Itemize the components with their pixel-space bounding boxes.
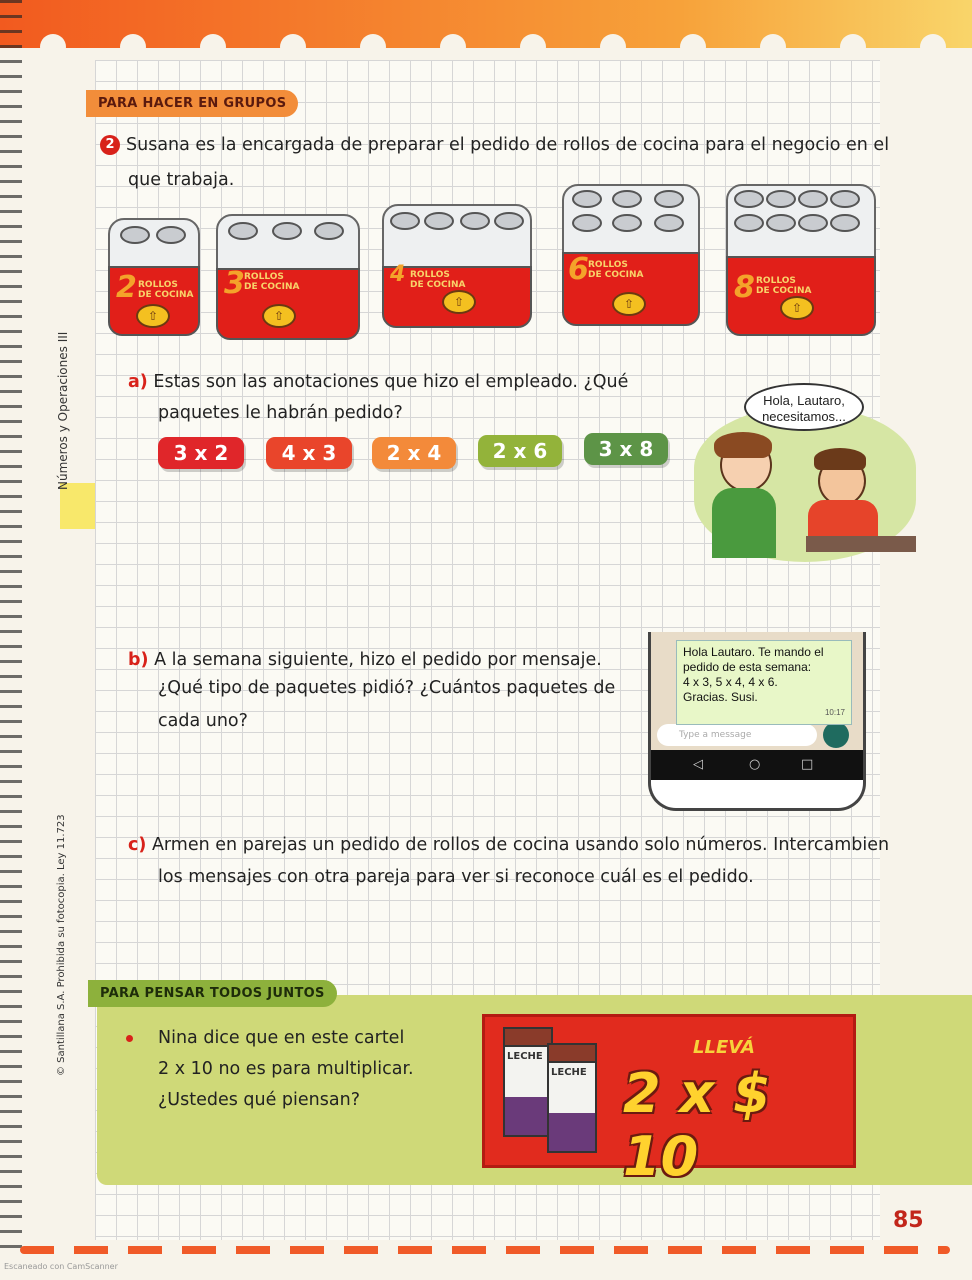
milk-promo-sign — [482, 1014, 856, 1188]
part-a-line-1: a) Estas son las anotaciones que hizo el empleado. ¿Qué — [128, 372, 629, 392]
package-8-rolls: 8 ROLLOS DE COCINA ⇧ — [726, 184, 872, 336]
android-nav-bar — [651, 750, 863, 780]
chip-4x3: 4 x 3 — [266, 437, 352, 469]
message-time: 10:17 — [824, 708, 845, 717]
chip-2x6: 2 x 6 — [478, 435, 562, 467]
think-line-1: Nina dice que en este cartel — [158, 1028, 405, 1048]
bullet — [126, 1035, 133, 1042]
exercise-intro — [100, 130, 889, 161]
speech-bubble: Hola, Lautaro, necesitamos... — [744, 383, 864, 431]
home-icon[interactable]: ○ — [749, 757, 761, 772]
promo-lleva: LLEVÁ — [693, 1037, 755, 1058]
page-number: 85 — [893, 1208, 924, 1233]
bottom-decoration — [20, 1246, 950, 1254]
part-c-line-2: los mensajes con otra pareja para ver si reconoce cuál es el pedido. — [158, 867, 754, 887]
think-line-2: 2 x 10 no es para multiplicar. — [158, 1059, 414, 1079]
notebook-spiral — [0, 0, 22, 1250]
chip-3x2: 3 x 2 — [158, 437, 244, 469]
message-input[interactable]: Type a message — [657, 724, 817, 746]
exercise-number: 2 — [100, 135, 120, 155]
milk-carton-1: LECHE — [503, 1041, 553, 1137]
package-2-rolls: 2 ROLLOS DE COCINA ⇧ — [108, 218, 196, 336]
part-c-line-1: c) Armen en parejas un pedido de rollos de cocina usando solo números. Intercambien — [128, 835, 890, 855]
side-section-label: Números y Operaciones III — [56, 331, 70, 490]
package-4-rolls: 4 ROLLOS DE COCINA ⇧ — [382, 204, 528, 328]
mic-icon[interactable] — [823, 722, 849, 748]
chip-2x4: 2 x 4 — [372, 437, 456, 469]
intro-line-1: Susana es la encargada de preparar el pedido de rollos de cocina para el negocio en el — [126, 135, 890, 155]
top-decorative-band — [0, 0, 972, 48]
scanner-watermark: Escaneado con CamScanner — [4, 1262, 118, 1271]
whatsapp-message: Hola Lautaro. Te mando el pedido de esta semana: 4 x 3, 5 x 4, 4 x 6. Gracias. Susi. 10:17 — [676, 640, 852, 725]
copyright-notice: © Santillana S.A. Prohibida su fotocopia. Ley 11.723 — [56, 814, 67, 1076]
package-3-rolls: 3 ROLLOS DE COCINA ⇧ — [216, 214, 356, 340]
part-b-line-3: cada uno? — [158, 711, 248, 731]
part-a-line-2: paquetes le habrán pedido? — [158, 403, 403, 423]
group-banner: PARA HACER EN GRUPOS — [86, 90, 298, 117]
intro-line-2: que trabaja. — [128, 170, 235, 190]
part-b-line-2: ¿Qué tipo de paquetes pidió? ¿Cuántos paquetes de — [158, 678, 616, 698]
think-banner: PARA PENSAR TODOS JUNTOS — [88, 980, 337, 1007]
recent-apps-icon[interactable]: □ — [801, 757, 814, 772]
back-icon[interactable]: ◁ — [693, 757, 703, 772]
part-b-line-1: b) A la semana siguiente, hizo el pedido por mensaje. — [128, 650, 602, 670]
promo-price: 2 x $ 10 — [623, 1062, 771, 1188]
milk-carton-2: LECHE — [547, 1057, 597, 1153]
package-6-rolls: 6 ROLLOS DE COCINA ⇧ — [562, 184, 696, 326]
think-line-3: ¿Ustedes qué piensan? — [158, 1090, 360, 1110]
chip-3x8: 3 x 8 — [584, 433, 668, 465]
